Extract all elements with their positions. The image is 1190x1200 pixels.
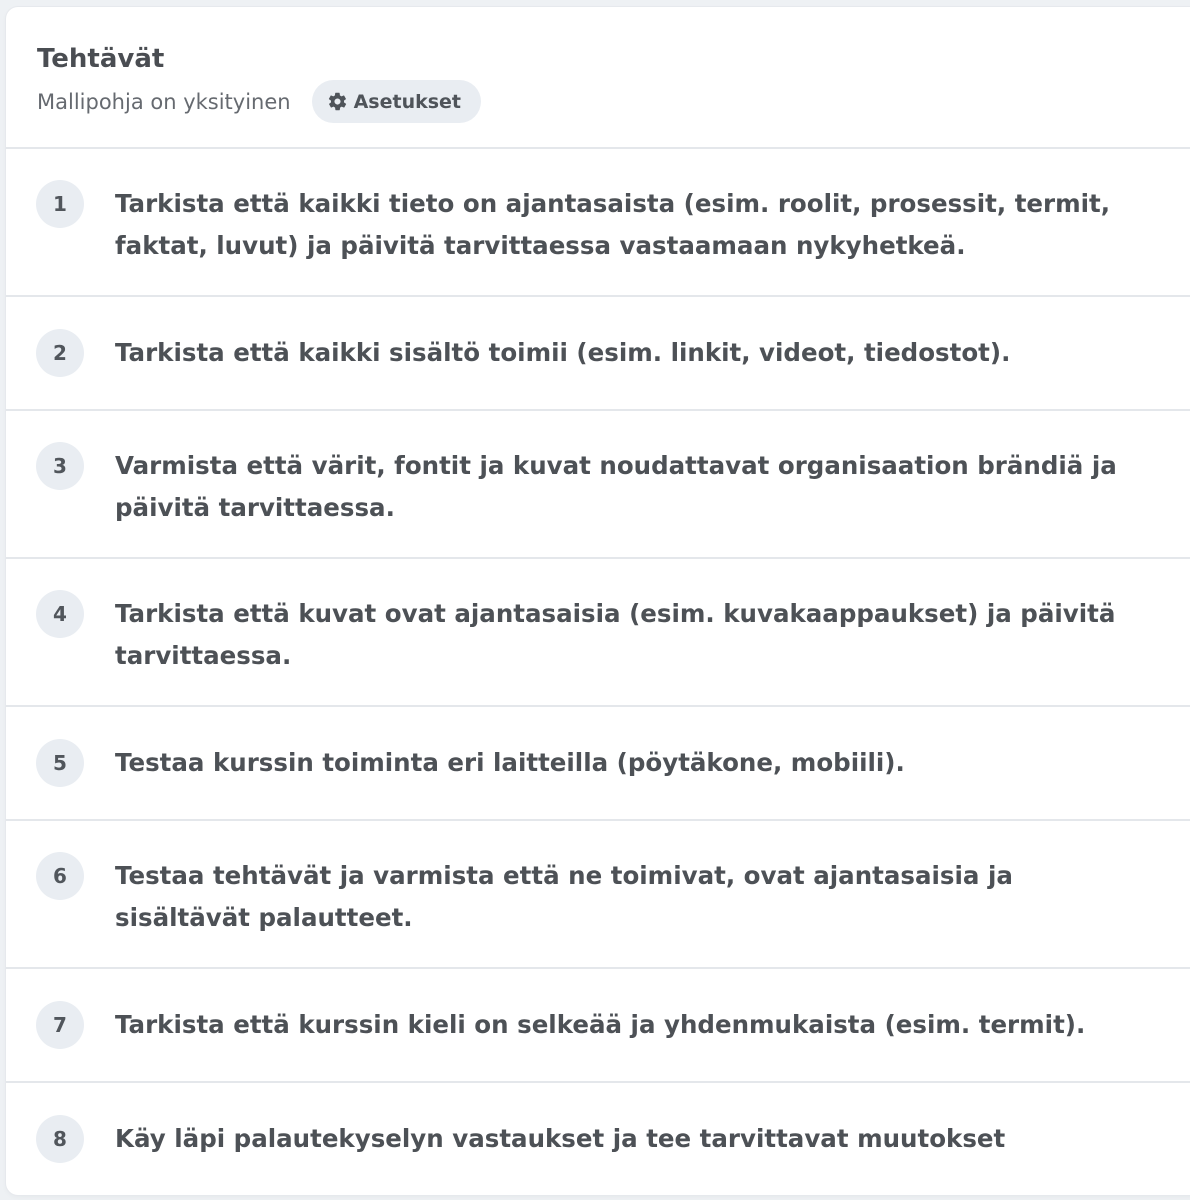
task-number-badge: 4: [36, 590, 84, 638]
settings-button[interactable]: [312, 80, 481, 123]
task-text: Käy läpi palautekyselyn vastaukset ja tee tarvittavat muutokset: [115, 1124, 1006, 1153]
task-number-badge: 2: [36, 329, 84, 377]
list-item: [6, 1083, 1190, 1195]
task-list: [6, 149, 1190, 1195]
list-item: [6, 411, 1190, 559]
task-number-badge: 7: [36, 1001, 84, 1049]
list-item: [6, 821, 1190, 969]
task-text: Tarkista että kuvat ovat ajantasaisia (esim. kuvakaappaukset) ja päivitä tarvittaessa.: [115, 599, 1116, 670]
list-item: [6, 149, 1190, 297]
task-number-badge: 1: [36, 180, 84, 228]
task-text: Testaa kurssin toiminta eri laitteilla (pöytäkone, mobiili).: [115, 748, 905, 777]
task-text: Tarkista että kaikki sisältö toimii (esim. linkit, videot, tiedostot).: [115, 338, 1011, 367]
task-text: Testaa tehtävät ja varmista että ne toimivat, ovat ajantasaisia ja sisältävät palautteet.: [115, 861, 1013, 932]
task-number-badge: 6: [36, 852, 84, 900]
task-number-badge: 3: [36, 442, 84, 490]
task-text: Tarkista että kaikki tieto on ajantasaista (esim. roolit, prosessit, termit, faktat, luvut) ja päivitä tarvittaessa vastaamaan nykyhetkeä.: [115, 189, 1111, 260]
list-item: [6, 969, 1190, 1083]
task-text: Varmista että värit, fontit ja kuvat noudattavat organisaation brändiä ja päivitä tarvittaessa.: [115, 451, 1117, 522]
settings-button-label: Asetukset: [353, 90, 462, 113]
task-text: Tarkista että kurssin kieli on selkeää ja yhdenmukaista (esim. termit).: [115, 1010, 1086, 1039]
gear-icon: [327, 91, 348, 112]
task-number-badge: 8: [36, 1115, 84, 1163]
list-item: [6, 707, 1190, 821]
page-title: Tehtävät: [37, 44, 165, 74]
tasks-card: [6, 7, 1190, 1195]
card-header: [6, 7, 1190, 149]
task-number-badge: 5: [36, 739, 84, 787]
privacy-status: Mallipohja on yksityinen: [37, 89, 291, 114]
list-item: [6, 559, 1190, 707]
list-item: [6, 297, 1190, 411]
template-meta: [37, 80, 1190, 123]
